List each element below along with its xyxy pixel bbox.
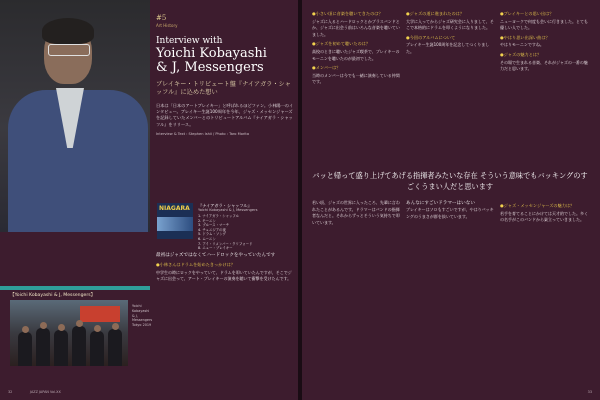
band-member-head <box>40 322 47 329</box>
portrait-photo <box>0 0 150 232</box>
glasses-shape <box>48 44 90 56</box>
body-paragraph: 大学に入ってからジャズ研究会に入りまして、そこで本格的にドラムを叩くようになりました。 <box>406 18 494 31</box>
band-member-figure <box>90 331 104 366</box>
title-block <box>156 14 294 136</box>
left-body-column <box>156 252 292 283</box>
lower-column-3 <box>500 200 590 224</box>
lead-paragraph: 日本は「日本のアートブレイキー」と呼ばれるほどファン。小林陽一のインタビュー。ブレイキー生誕100周年を今年、ジャズ・メッセンジャーズを記録していたメンバーとのトリビュートアルバム『ナイアガラ・シャッフル』をリリース。 <box>156 103 294 127</box>
track-item: 2. モーニン <box>198 218 216 223</box>
section-quote: あんなにすごいドラマーはいない <box>406 201 475 206</box>
track-item: 3. ブルース・マーチ <box>198 223 230 228</box>
photo-section-header: 【Yoichi Kobayashi & J, Messengers】 <box>10 293 96 298</box>
album-info <box>198 203 294 251</box>
right-column-3 <box>500 8 590 73</box>
page-number-left: 32 <box>8 390 13 394</box>
question-heading: ●やはり思い出深い曲は？ <box>500 34 550 40</box>
section-quote: 最初はジャズではなくてハードロックをやっていたんです <box>156 253 276 258</box>
question-heading: ●ジャズを初めて聴いたのは？ <box>312 41 371 47</box>
question-heading: ●ジャズの魅力とは？ <box>500 51 542 57</box>
band-member-figure <box>18 332 32 366</box>
band-member-figure <box>54 330 68 366</box>
body-paragraph: やはりモーニンですね。 <box>500 42 544 48</box>
photo-caption: Yoichi Kobayashi & J, Messengers Tokyo 2019 <box>132 304 153 328</box>
question-heading: ●小さい頃に音楽を聴いてきたのは？ <box>312 11 383 16</box>
track-item: 7. アイ・リメンバー・クリフォード <box>198 241 253 246</box>
band-photo <box>10 300 128 366</box>
body-paragraph: ジャズに入るとハードロックとかブラスバンドとか、ジャズに出会う前はいろんな音楽を聴いていました。 <box>312 18 400 37</box>
question-heading: ●ジャズの道に進まれたのは？ <box>406 11 465 16</box>
question-heading: ●小林さんはドラムを始めたきっかけは？ <box>156 262 235 267</box>
band-member-head <box>22 326 29 333</box>
body-paragraph: 若い頃、ジャズの世界に入ったころ、先輩に言われたことがあるんです。ドラマーはバンドの指揮者なんだと。それからずっとそういう気持ちで叩いています。 <box>312 200 400 225</box>
storefront-sign <box>80 306 120 322</box>
band-member-head <box>76 320 83 327</box>
lower-column-2 <box>406 200 494 220</box>
body-paragraph: ブレイキーはソロもすごいですが、やはりバッキングのうまさが群を抜いています。 <box>406 207 494 219</box>
title-line-2: Yoichi Kobayashi <box>156 46 267 61</box>
hair-shape <box>42 18 94 44</box>
track-item: 6. ムーニン <box>198 236 216 241</box>
album-cover-art <box>157 217 193 231</box>
right-column-2 <box>406 8 494 56</box>
body-paragraph: 若手を育てることにかけては天才的でした。多くの名手がこのバンドから巣立っていきました。 <box>500 210 588 223</box>
section-divider <box>0 286 150 290</box>
track-item: 4. チュニジアの夜 <box>198 227 226 232</box>
body-paragraph: 中学生の時にロックをやっていて、ドラムを叩いていたんですが、そこでジャズに出会って、アート・ブレイキーの演奏を聴いて衝撃を受けたんです。 <box>156 269 292 282</box>
right-column-1 <box>312 8 400 86</box>
band-member-head <box>58 324 65 331</box>
band-member-head <box>112 323 119 330</box>
lower-column-1 <box>312 200 400 226</box>
question-heading: ●今回のアルバムについて <box>406 34 456 40</box>
question-heading: ●メンバーは？ <box>312 65 341 71</box>
question-heading: ●ジャズ・メッセンジャーズの魅力は？ <box>500 203 575 208</box>
band-member-head <box>94 325 101 332</box>
issue-number: #5 <box>156 14 167 22</box>
body-paragraph: ニューヨークで何度も会いに行きました。とても優しい人でした。 <box>500 18 588 31</box>
body-paragraph: ブレイキー生誕100周年を記念してつくりました。 <box>406 42 490 54</box>
body-paragraph: その場で生まれる音楽、それがジャズの一番の魅力だと思います。 <box>500 59 588 72</box>
subtitle: ブレイキー・トリビュート盤『ナイアガラ・シャッフル』に込めた想い <box>156 81 291 96</box>
body-paragraph: 当時のメンバーは今でも一緒に演奏している仲間です。 <box>312 72 400 85</box>
pull-quote: バッと帰って盛り上げてあげる指揮者みたいな存在 そういう意味でもバッキングのすごくうまい人だと思います <box>312 171 588 191</box>
title-line-3: & J, Messengers <box>156 60 264 75</box>
album-cover-word: NIAGARA <box>159 205 190 212</box>
right-page <box>302 0 600 400</box>
band-member-figure <box>36 328 50 366</box>
album-title: 『ナイアガラ・シャッフル』 <box>198 203 252 208</box>
album-subtitle: Yoichi Kobayashi & J, Messengers <box>198 208 258 212</box>
left-page <box>0 0 298 400</box>
title-line-1: Interview with <box>156 36 223 46</box>
track-item: 1. ナイアガラ・シャッフル <box>198 214 240 218</box>
band-member-figure <box>72 326 86 366</box>
question-heading: ●ブレイキーとの思い出は？ <box>500 11 554 16</box>
credit-line: Interview & Text : Stephen Ishii / Photo : Taro Morita <box>156 131 250 136</box>
album-cover <box>157 203 193 239</box>
band-member-figure <box>108 329 122 366</box>
track-item: 8. ニュー・ブレイキー <box>198 246 233 251</box>
track-item: 5. ドラム・ソング <box>198 232 226 237</box>
body-paragraph: 高校のときに聴いたジャズ喫茶で、ブレイキーのモーニンを聴いたのが最初でした。 <box>312 48 400 61</box>
footer-text: JAZZ JAPAN Vol.XX <box>30 390 61 394</box>
page-number-right: 33 <box>587 390 592 394</box>
category-label: Art History <box>156 23 178 28</box>
